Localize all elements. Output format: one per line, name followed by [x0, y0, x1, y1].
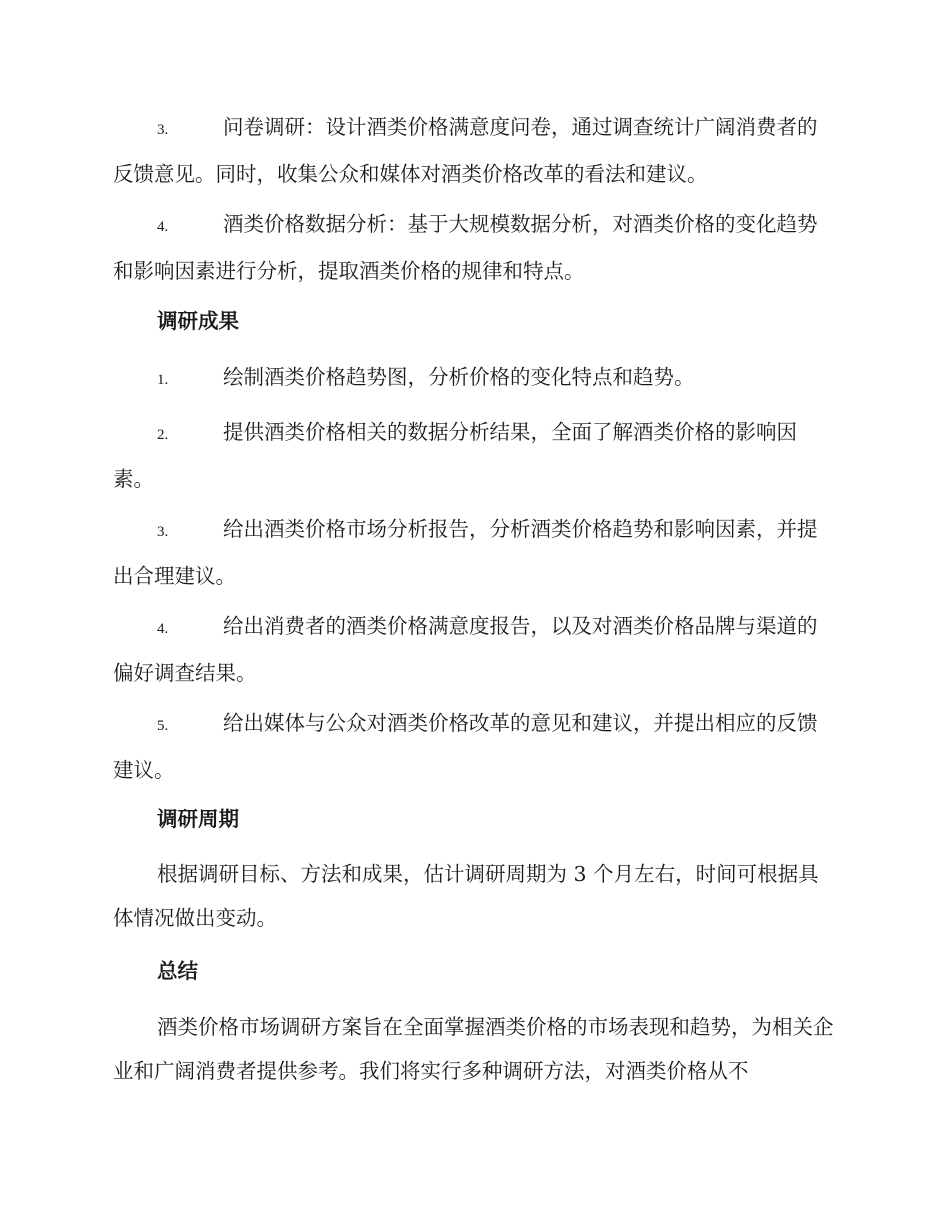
method-item-3: [113, 105, 835, 196]
list-number: 3.: [157, 122, 169, 138]
result-item-4: [113, 604, 835, 695]
list-number: 2.: [157, 427, 169, 443]
period-paragraph: 根据调研目标、方法和成果，估计调研周期为 3 个月左右，时间可根据具体情况做出变动。: [113, 862, 819, 930]
list-text: 绘制酒类价格趋势图，分析价格的变化特点和趋势。: [223, 365, 695, 389]
section-heading-period: 调研周期: [157, 807, 239, 831]
list-text: 提供酒类价格相关的数据分析结果，全面了解酒类价格的影响因素。: [113, 420, 797, 491]
list-number: 4.: [157, 219, 169, 235]
list-text: 给出消费者的酒类价格满意度报告，以及对酒类价格品牌与渠道的偏好调查结果。: [113, 614, 818, 685]
result-item-3: [113, 507, 835, 598]
result-item-5: [113, 701, 835, 792]
list-number: 1.: [157, 372, 169, 388]
list-text: 给出媒体与公众对酒类价格改革的意见和建议，并提出相应的反馈建议。: [113, 711, 818, 782]
section-heading-results: 调研成果: [157, 309, 239, 333]
list-number: 4.: [157, 621, 169, 637]
list-text: 给出酒类价格市场分析报告，分析酒类价格趋势和影响因素，并提出合理建议。: [113, 517, 818, 588]
result-item-1: [113, 355, 835, 402]
summary-paragraph: 酒类价格市场调研方案旨在全面掌握酒类价格的市场表现和趋势，为相关企业和广阔消费者提供参考。我们将实行多种调研方法，对酒类价格从不: [113, 1015, 834, 1083]
result-item-2: [113, 410, 835, 501]
list-number: 3.: [157, 524, 169, 540]
list-text: 酒类价格数据分析：基于大规模数据分析，对酒类价格的变化趋势和影响因素进行分析，提取酒类价格的规律和特点。: [113, 212, 818, 283]
method-item-4: [113, 202, 835, 293]
list-text: 问卷调研：设计酒类价格满意度问卷，通过调查统计广阔消费者的反馈意见。同时，收集公众和媒体对酒类价格改革的看法和建议。: [113, 115, 818, 186]
list-number: 5.: [157, 718, 169, 734]
section-heading-summary: 总结: [157, 959, 198, 983]
